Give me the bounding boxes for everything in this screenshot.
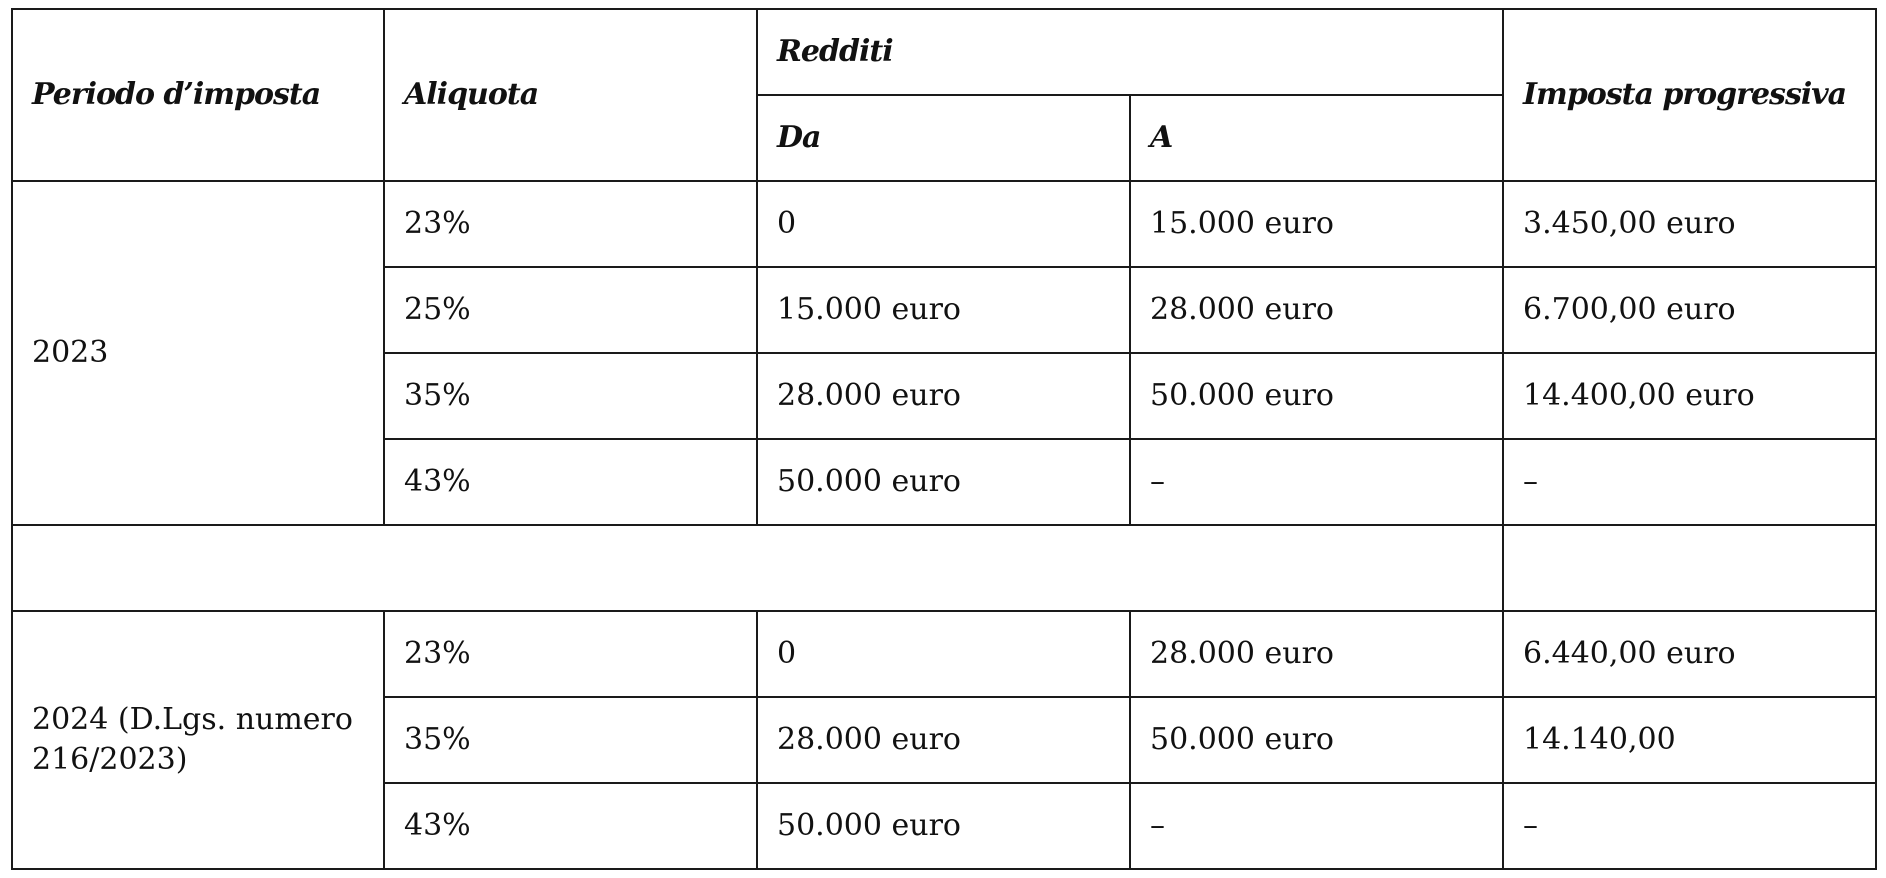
header-row-1 — [12, 9, 1876, 95]
header-from: Da — [757, 95, 1130, 181]
tax-cell: – — [1503, 783, 1876, 869]
tax-cell: 6.700,00 euro — [1503, 267, 1876, 353]
from-cell: 15.000 euro — [757, 267, 1130, 353]
rate-cell: 35% — [384, 697, 757, 783]
period-cell: 2023 — [12, 181, 384, 525]
tax-cell: 14.140,00 — [1503, 697, 1876, 783]
from-cell: 28.000 euro — [757, 353, 1130, 439]
to-cell: – — [1130, 439, 1503, 525]
to-cell: – — [1130, 783, 1503, 869]
from-cell: 50.000 euro — [757, 439, 1130, 525]
header-period: Periodo d’imposta — [12, 9, 384, 181]
to-cell: 50.000 euro — [1130, 353, 1503, 439]
empty-cell — [1503, 525, 1876, 611]
from-cell: 0 — [757, 611, 1130, 697]
tax-cell: 6.440,00 euro — [1503, 611, 1876, 697]
tax-cell: 14.400,00 euro — [1503, 353, 1876, 439]
to-cell: 28.000 euro — [1130, 611, 1503, 697]
rate-cell: 35% — [384, 353, 757, 439]
to-cell: 28.000 euro — [1130, 267, 1503, 353]
to-cell: 15.000 euro — [1130, 181, 1503, 267]
separator-row — [12, 525, 1876, 611]
rate-cell: 25% — [384, 267, 757, 353]
rate-cell: 43% — [384, 439, 757, 525]
from-cell: 50.000 euro — [757, 783, 1130, 869]
tax-brackets-table — [11, 8, 1877, 870]
header-progressive-tax: Imposta progressiva — [1503, 9, 1876, 181]
table-row — [12, 611, 1876, 697]
rate-cell: 23% — [384, 611, 757, 697]
period-cell: 2024 (D.Lgs. numero 216/2023) — [12, 611, 384, 869]
header-to: A — [1130, 95, 1503, 181]
from-cell: 28.000 euro — [757, 697, 1130, 783]
tax-cell: – — [1503, 439, 1876, 525]
from-cell: 0 — [757, 181, 1130, 267]
rate-cell: 23% — [384, 181, 757, 267]
empty-cell — [12, 525, 1503, 611]
to-cell: 50.000 euro — [1130, 697, 1503, 783]
header-income: Redditi — [757, 9, 1503, 95]
rate-cell: 43% — [384, 783, 757, 869]
table-row — [12, 181, 1876, 267]
tax-cell: 3.450,00 euro — [1503, 181, 1876, 267]
header-rate: Aliquota — [384, 9, 757, 181]
